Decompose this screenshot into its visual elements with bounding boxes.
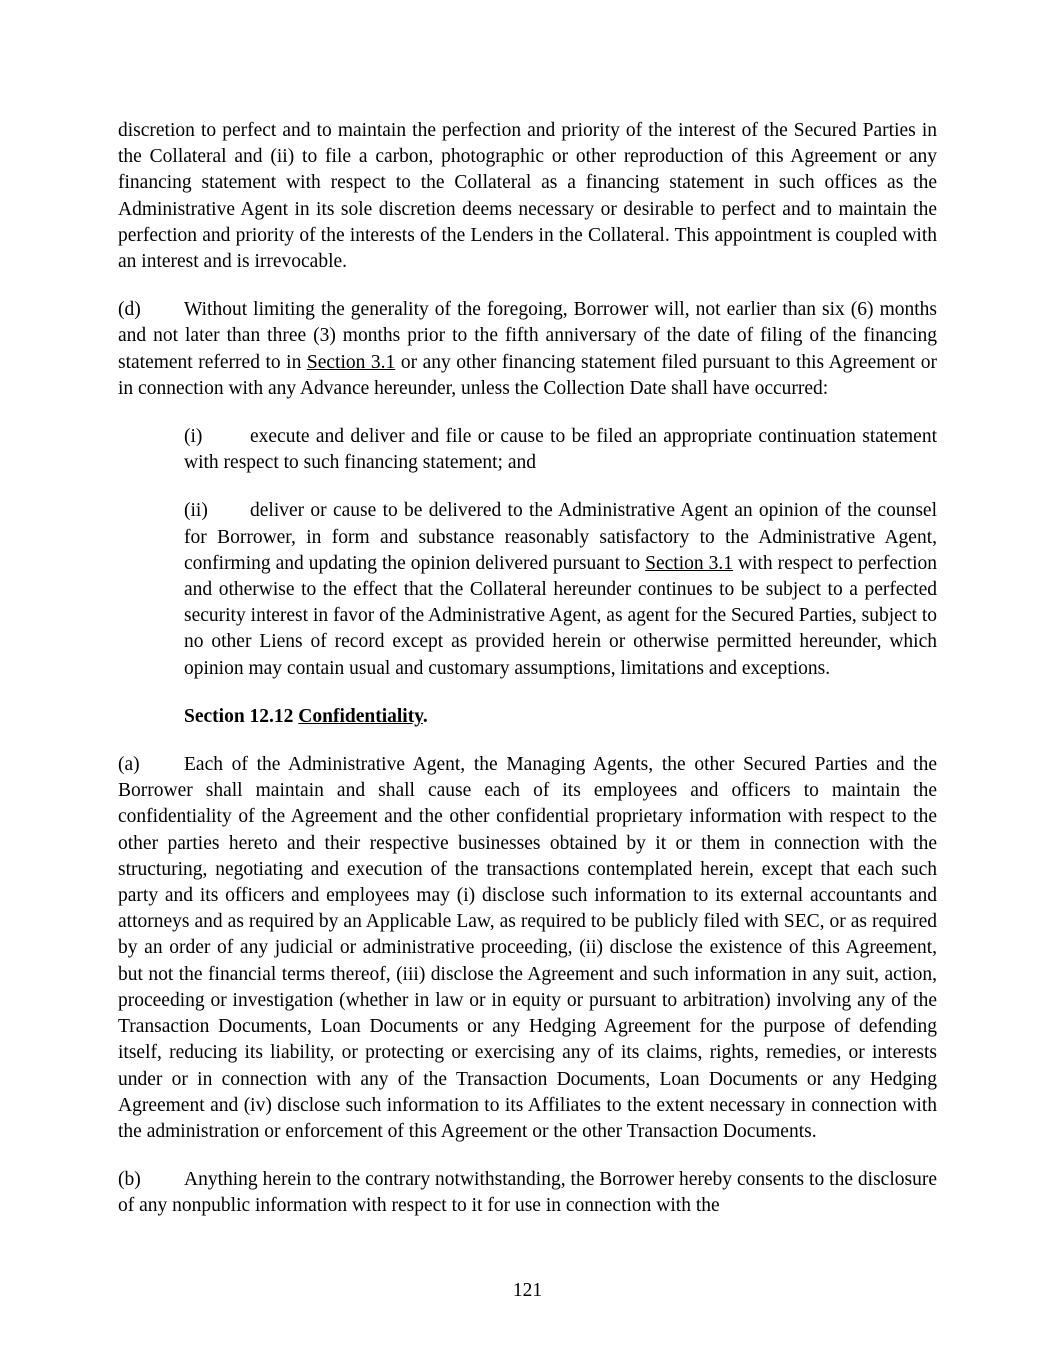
paragraph-a-text: Each of the Administrative Agent, the Managing Agents, the other Secured Parties and the Borrower shall maintain and shall cause each of its employees and officers to maintain the confidentiality of the Agreement and the other confidential proprietary information with respect to the other parties hereto and their respective businesses obtained by it or them in connection with the structuring, negotiating and execution of the transactions contemplated herein, except that each such party and its officers and employees may (i) disclose such information to its external accountants and attorneys and as required by an Applicable Law, as required to be publicly filed with SEC, or as required by an order of any judicial or administrative proceeding, (ii) disclose the existence of this Agreement, but not the financial terms thereof, (iii) disclose the Agreement and such information in any suit, action, proceeding or investigation (whether in law or in equity or pursuant to arbitration) involving any of the Transaction Documents, Loan Documents or any Hedging Agreement for the purpose of defending itself, reducing its liability, or protecting or exercising any of its claims, rights, remedies, or interests under or in connection with any of the Transaction Documents, Loan Documents or any Hedging Agreement and (iv) disclose such information to its Affiliates to the extent necessary in connection with the administration or enforcement of this Agreement or the other Transaction Documents. xyxy=(118,754,937,1142)
section-heading xyxy=(184,704,937,730)
paragraph-b-label: (b) xyxy=(118,1169,141,1191)
paragraph-ii xyxy=(184,498,937,681)
paragraph-a xyxy=(118,752,937,1145)
section-heading-terminator: . xyxy=(422,705,428,727)
paragraph-ii-text-before: deliver or cause to be delivered to the Administrative Agent an opinion of the counsel for Borrower, in form and substance reasonably satisfactory to the Administrative Agent, confirming and updating the opinion delivered pursuant to xyxy=(184,500,937,574)
paragraph-continuation-text: discretion to perfect and to maintain the perfection and priority of the interest of the Secured Parties in the Collateral and (ii) to file a carbon, photographic or other reproduction of this Agreement or any financing statement with respect to the Collateral as a financing statement in such offices as the Administrative Agent in its sole discretion deems necessary or desirable to perfect and to maintain the perfection and priority of the interests of the Lenders in the Collateral. This appointment is coupled with an interest and is irrevocable. xyxy=(118,120,937,273)
section-reference-3-1[interactable]: Section 3.1 xyxy=(306,351,396,373)
section-heading-number: Section 12.12 xyxy=(184,705,294,727)
paragraph-d xyxy=(118,297,937,402)
paragraph-i-text: execute and deliver and file or cause to be filed an appropriate continuation statement with respect to such financing statement; and xyxy=(184,426,937,474)
section-reference-3-1-second[interactable]: Section 3.1 xyxy=(645,552,733,574)
paragraph-i-label: (i) xyxy=(184,426,203,448)
paragraph-ii-text-after: with respect to perfection and otherwise to the effect that the Collateral hereunder continues to be subject to a perfected security interest in favor of the Administrative Agent, as agent for the Secured Parties, subject to no other Liens of record except as provided herein or otherwise permitted hereunder, which opinion may contain usual and customary assumptions, limitations and exceptions. xyxy=(184,552,937,679)
page-number: 121 xyxy=(512,1280,543,1301)
paragraph-d-text-before: Without limiting the generality of the foregoing, Borrower will, not earlier than six (6) months and not later than three (3) months prior to the fifth anniversary of the date of filing of the financing statement referred to in xyxy=(118,299,937,373)
paragraph-d-label: (d) xyxy=(118,299,141,321)
paragraph-continuation xyxy=(118,118,937,275)
paragraph-b xyxy=(118,1167,937,1219)
paragraph-d-text-after: or any other financing statement filed pursuant to this Agreement or in connection with any Advance hereunder, unless the Collection Date shall have occurred: xyxy=(118,351,938,399)
paragraph-i xyxy=(184,424,937,476)
section-heading-title: Confidentiality xyxy=(298,705,423,727)
paragraph-a-label: (a) xyxy=(118,754,140,776)
paragraph-b-text: Anything herein to the contrary notwithstanding, the Borrower hereby consents to the disclosure of any nonpublic information with respect to it for use in connection with the xyxy=(118,1169,937,1217)
paragraph-ii-label: (ii) xyxy=(184,500,208,522)
